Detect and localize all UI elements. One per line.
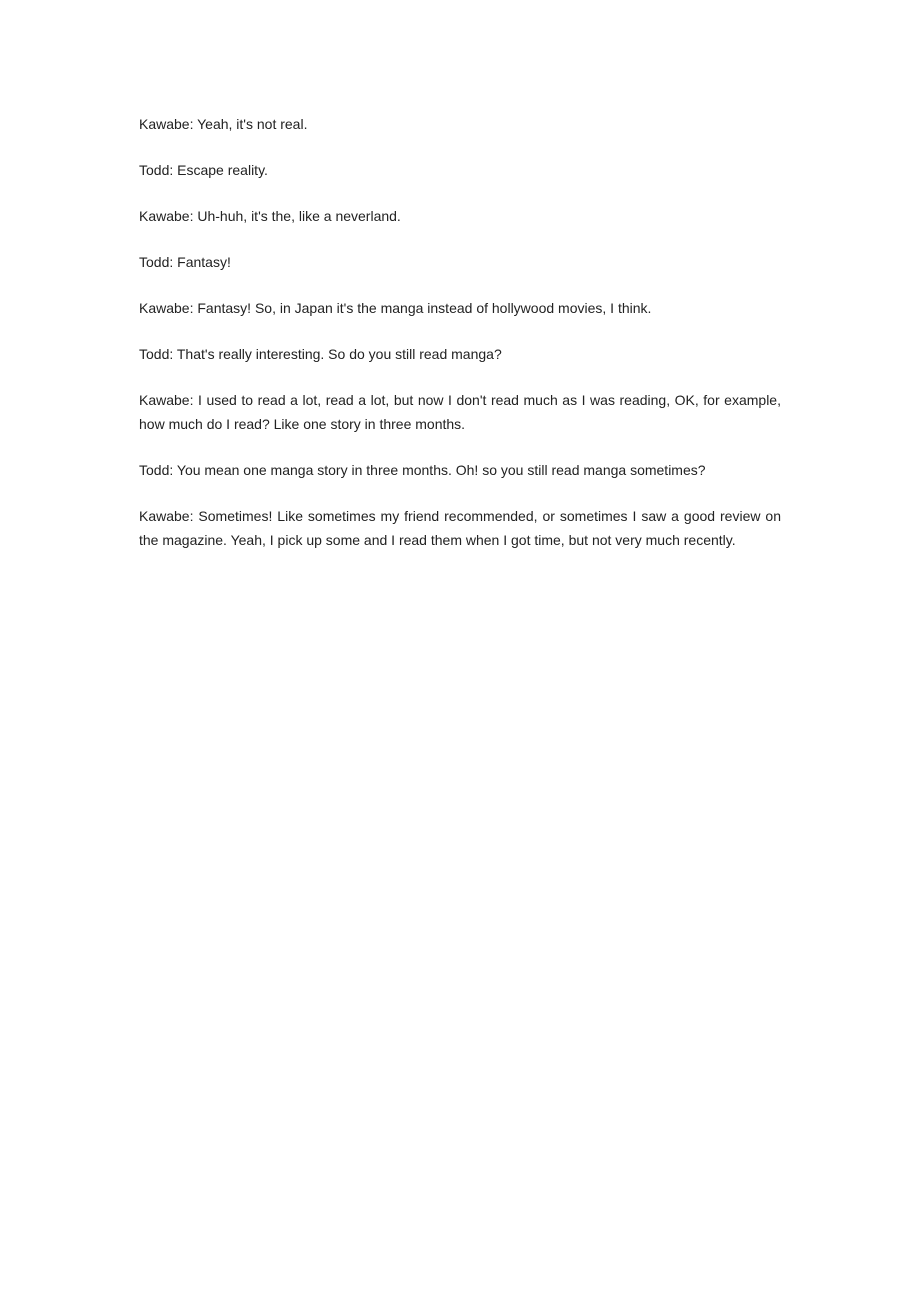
dialogue-transcript <box>139 112 781 574</box>
dialogue-line: Kawabe: Sometimes! Like sometimes my friend recommended, or sometimes I saw a good review on the magazine. Yeah, I pick up some and I read them when I got time, but not very much recently. <box>139 508 781 548</box>
dialogue-line: Todd: Escape reality. <box>139 162 268 178</box>
dialogue-line: Kawabe: Fantasy! So, in Japan it's the manga instead of hollywood movies, I think. <box>139 300 652 316</box>
dialogue-line: Kawabe: Uh-huh, it's the, like a neverland. <box>139 208 401 224</box>
dialogue-line: Todd: That's really interesting. So do you still read manga? <box>139 346 502 362</box>
dialogue-line: Kawabe: Yeah, it's not real. <box>139 116 308 132</box>
dialogue-line: Kawabe: I used to read a lot, read a lot, but now I don't read much as I was reading, OK, for example, how much do I read? Like one story in three months. <box>139 392 781 432</box>
dialogue-line: Todd: Fantasy! <box>139 254 231 270</box>
dialogue-line: Todd: You mean one manga story in three months. Oh! so you still read manga sometimes? <box>139 462 706 478</box>
